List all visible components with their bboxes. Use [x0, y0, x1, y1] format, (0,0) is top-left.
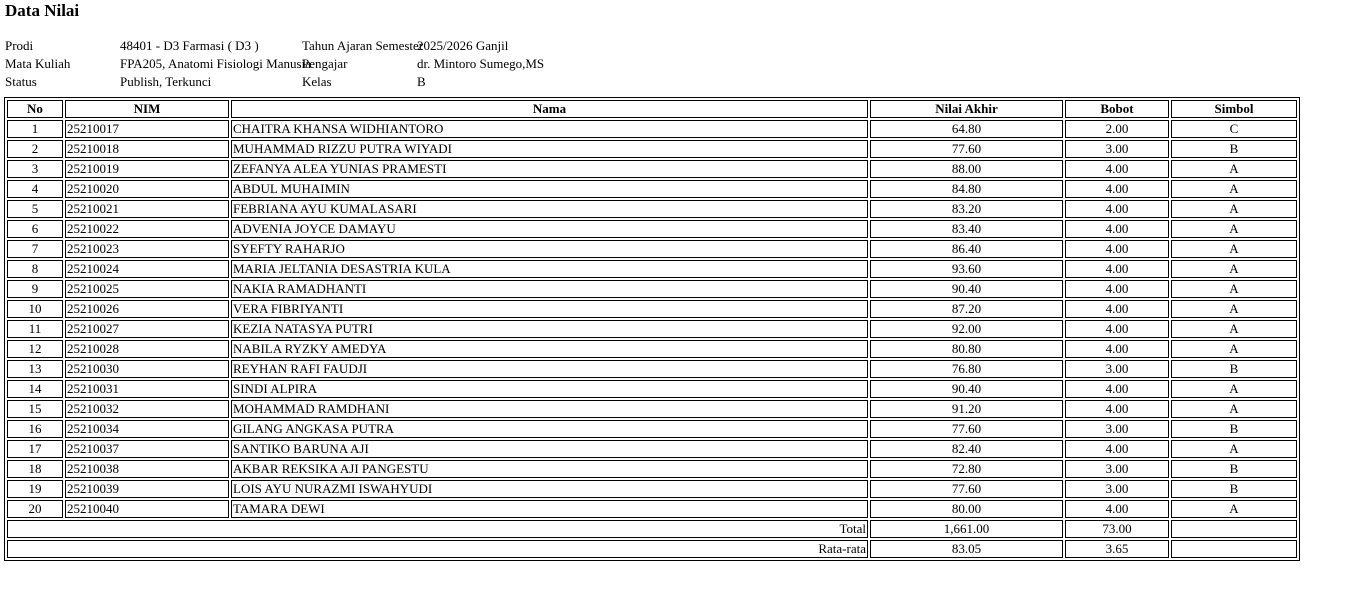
cell-bobot: 4.00 [1065, 220, 1169, 238]
footer-label: Rata-rata [7, 540, 868, 558]
cell-simbol: A [1171, 300, 1297, 318]
table-row [7, 160, 1297, 178]
course-info-row [5, 37, 1360, 55]
cell-bobot: 4.00 [1065, 260, 1169, 278]
cell-nama: VERA FIBRIYANTI [231, 300, 868, 318]
cell-bobot: 4.00 [1065, 440, 1169, 458]
cell-nama: TAMARA DEWI [231, 500, 868, 518]
cell-simbol: A [1171, 440, 1297, 458]
cell-bobot: 4.00 [1065, 180, 1169, 198]
cell-bobot: 4.00 [1065, 320, 1169, 338]
cell-nim: 25210028 [65, 340, 229, 358]
cell-no: 20 [7, 500, 63, 518]
cell-nilai: 88.00 [870, 160, 1063, 178]
footer-cell-simbol [1171, 520, 1297, 538]
cell-nilai: 76.80 [870, 360, 1063, 378]
cell-nilai: 77.60 [870, 140, 1063, 158]
meta-label-label1: Mata Kuliah [5, 56, 71, 71]
table-row [7, 260, 1297, 278]
table-row [7, 420, 1297, 438]
course-info-row [5, 55, 1360, 73]
cell-simbol: A [1171, 500, 1297, 518]
grades-table [4, 97, 1300, 561]
table-row [7, 360, 1297, 378]
table-row [7, 480, 1297, 498]
cell-nim: 25210022 [65, 220, 229, 238]
meta-label-label1: Prodi [5, 38, 34, 53]
cell-bobot: 4.00 [1065, 400, 1169, 418]
grades-table-footer [7, 520, 1297, 558]
cell-nim: 25210034 [65, 420, 229, 438]
cell-bobot: 4.00 [1065, 380, 1169, 398]
cell-nim: 25210020 [65, 180, 229, 198]
cell-simbol: A [1171, 240, 1297, 258]
cell-bobot: 4.00 [1065, 500, 1169, 518]
cell-no: 17 [7, 440, 63, 458]
cell-nim: 25210024 [65, 260, 229, 278]
column-header-bobot: Bobot [1065, 100, 1169, 118]
cell-nama: KEZIA NATASYA PUTRI [231, 320, 868, 338]
table-row [7, 380, 1297, 398]
table-row [7, 440, 1297, 458]
meta-value-value1: Publish, Terkunci [120, 74, 212, 89]
cell-nim: 25210038 [65, 460, 229, 478]
cell-bobot: 3.00 [1065, 480, 1169, 498]
cell-no: 10 [7, 300, 63, 318]
meta-value-value1: FPA205, Anatomi Fisiologi Manusia [120, 56, 311, 71]
cell-bobot: 4.00 [1065, 240, 1169, 258]
cell-no: 8 [7, 260, 63, 278]
table-row [7, 320, 1297, 338]
cell-simbol: C [1171, 120, 1297, 138]
cell-nim: 25210032 [65, 400, 229, 418]
cell-nama: AKBAR REKSIKA AJI PANGESTU [231, 460, 868, 478]
cell-no: 6 [7, 220, 63, 238]
cell-nim: 25210018 [65, 140, 229, 158]
cell-bobot: 4.00 [1065, 280, 1169, 298]
footer-cell-bobot: 3.65 [1065, 540, 1169, 558]
cell-nilai: 90.40 [870, 280, 1063, 298]
cell-nama: ZEFANYA ALEA YUNIAS PRAMESTI [231, 160, 868, 178]
column-header-nim: NIM [65, 100, 229, 118]
cell-simbol: B [1171, 360, 1297, 378]
cell-nilai: 77.60 [870, 480, 1063, 498]
cell-nilai: 72.80 [870, 460, 1063, 478]
cell-nim: 25210023 [65, 240, 229, 258]
cell-nim: 25210037 [65, 440, 229, 458]
page-title: Data Nilai [5, 1, 80, 20]
cell-no: 4 [7, 180, 63, 198]
cell-nilai: 80.80 [870, 340, 1063, 358]
cell-bobot: 4.00 [1065, 340, 1169, 358]
cell-nama: SANTIKO BARUNA AJI [231, 440, 868, 458]
cell-nilai: 77.60 [870, 420, 1063, 438]
cell-nim: 25210025 [65, 280, 229, 298]
meta-value-value2: B [417, 74, 426, 89]
column-header-nama: Nama [231, 100, 868, 118]
cell-bobot: 4.00 [1065, 160, 1169, 178]
cell-nilai: 83.40 [870, 220, 1063, 238]
cell-nim: 25210019 [65, 160, 229, 178]
meta-value-value2: dr. Mintoro Sumego,MS [417, 56, 545, 71]
cell-simbol: A [1171, 180, 1297, 198]
cell-nim: 25210039 [65, 480, 229, 498]
cell-simbol: A [1171, 280, 1297, 298]
cell-simbol: A [1171, 160, 1297, 178]
cell-nim: 25210021 [65, 200, 229, 218]
cell-nim: 25210017 [65, 120, 229, 138]
cell-no: 3 [7, 160, 63, 178]
cell-nilai: 87.20 [870, 300, 1063, 318]
cell-simbol: A [1171, 400, 1297, 418]
cell-nim: 25210031 [65, 380, 229, 398]
cell-no: 19 [7, 480, 63, 498]
cell-simbol: B [1171, 140, 1297, 158]
cell-nama: ADVENIA JOYCE DAMAYU [231, 220, 868, 238]
column-header-simbol: Simbol [1171, 100, 1297, 118]
meta-label-label2: Pengajar [302, 56, 348, 71]
cell-nim: 25210027 [65, 320, 229, 338]
table-row [7, 400, 1297, 418]
total-row [7, 520, 1297, 538]
cell-nama: MUHAMMAD RIZZU PUTRA WIYADI [231, 140, 868, 158]
cell-nama: SINDI ALPIRA [231, 380, 868, 398]
cell-simbol: A [1171, 320, 1297, 338]
footer-cell-simbol [1171, 540, 1297, 558]
table-row [7, 180, 1297, 198]
cell-no: 5 [7, 200, 63, 218]
header-row [7, 100, 1297, 118]
cell-no: 16 [7, 420, 63, 438]
course-info [5, 37, 1360, 91]
column-header-no: No [7, 100, 63, 118]
grades-table-body [7, 120, 1297, 518]
table-row [7, 300, 1297, 318]
table-row [7, 220, 1297, 238]
cell-simbol: A [1171, 260, 1297, 278]
meta-value-value2: 2025/2026 Ganjil [417, 38, 509, 53]
cell-nim: 25210026 [65, 300, 229, 318]
table-row [7, 280, 1297, 298]
cell-no: 7 [7, 240, 63, 258]
table-row [7, 200, 1297, 218]
meta-value-value1: 48401 - D3 Farmasi ( D3 ) [120, 38, 259, 53]
cell-no: 13 [7, 360, 63, 378]
cell-nama: MOHAMMAD RAMDHANI [231, 400, 868, 418]
meta-label-label1: Status [5, 74, 37, 89]
table-row [7, 240, 1297, 258]
cell-simbol: B [1171, 420, 1297, 438]
average-row [7, 540, 1297, 558]
cell-bobot: 3.00 [1065, 420, 1169, 438]
cell-simbol: A [1171, 220, 1297, 238]
cell-nilai: 86.40 [870, 240, 1063, 258]
cell-simbol: A [1171, 340, 1297, 358]
cell-no: 1 [7, 120, 63, 138]
cell-nilai: 92.00 [870, 320, 1063, 338]
cell-nilai: 90.40 [870, 380, 1063, 398]
cell-nilai: 64.80 [870, 120, 1063, 138]
grades-table-header [7, 100, 1297, 118]
cell-nama: NABILA RYZKY AMEDYA [231, 340, 868, 358]
footer-label: Total [7, 520, 868, 538]
table-row [7, 120, 1297, 138]
cell-no: 18 [7, 460, 63, 478]
cell-nama: SYEFTY RAHARJO [231, 240, 868, 258]
cell-nama: GILANG ANGKASA PUTRA [231, 420, 868, 438]
cell-no: 14 [7, 380, 63, 398]
cell-bobot: 2.00 [1065, 120, 1169, 138]
cell-bobot: 4.00 [1065, 200, 1169, 218]
column-header-nilai-akhir: Nilai Akhir [870, 100, 1063, 118]
table-row [7, 500, 1297, 518]
footer-cell-bobot: 73.00 [1065, 520, 1169, 538]
meta-label-label2: Kelas [302, 74, 332, 89]
cell-nilai: 93.60 [870, 260, 1063, 278]
footer-cell-nilai: 1,661.00 [870, 520, 1063, 538]
cell-nim: 25210040 [65, 500, 229, 518]
cell-no: 15 [7, 400, 63, 418]
cell-bobot: 3.00 [1065, 360, 1169, 378]
cell-simbol: A [1171, 380, 1297, 398]
table-row [7, 340, 1297, 358]
cell-bobot: 4.00 [1065, 300, 1169, 318]
cell-nilai: 82.40 [870, 440, 1063, 458]
cell-bobot: 3.00 [1065, 140, 1169, 158]
footer-cell-nilai: 83.05 [870, 540, 1063, 558]
cell-no: 2 [7, 140, 63, 158]
cell-nama: FEBRIANA AYU KUMALASARI [231, 200, 868, 218]
cell-nama: REYHAN RAFI FAUDJI [231, 360, 868, 378]
cell-nilai: 84.80 [870, 180, 1063, 198]
cell-nama: LOIS AYU NURAZMI ISWAHYUDI [231, 480, 868, 498]
cell-simbol: A [1171, 200, 1297, 218]
cell-nama: ABDUL MUHAIMIN [231, 180, 868, 198]
cell-nilai: 83.20 [870, 200, 1063, 218]
cell-no: 11 [7, 320, 63, 338]
cell-simbol: B [1171, 460, 1297, 478]
cell-nilai: 91.20 [870, 400, 1063, 418]
meta-label-label2: Tahun Ajaran Semester [302, 38, 424, 53]
cell-bobot: 3.00 [1065, 460, 1169, 478]
table-row [7, 460, 1297, 478]
cell-simbol: B [1171, 480, 1297, 498]
cell-nama: NAKIA RAMADHANTI [231, 280, 868, 298]
course-info-row [5, 73, 1360, 91]
cell-nim: 25210030 [65, 360, 229, 378]
cell-nilai: 80.00 [870, 500, 1063, 518]
cell-no: 9 [7, 280, 63, 298]
cell-no: 12 [7, 340, 63, 358]
table-row [7, 140, 1297, 158]
cell-nama: MARIA JELTANIA DESASTRIA KULA [231, 260, 868, 278]
cell-nama: CHAITRA KHANSA WIDHIANTORO [231, 120, 868, 138]
